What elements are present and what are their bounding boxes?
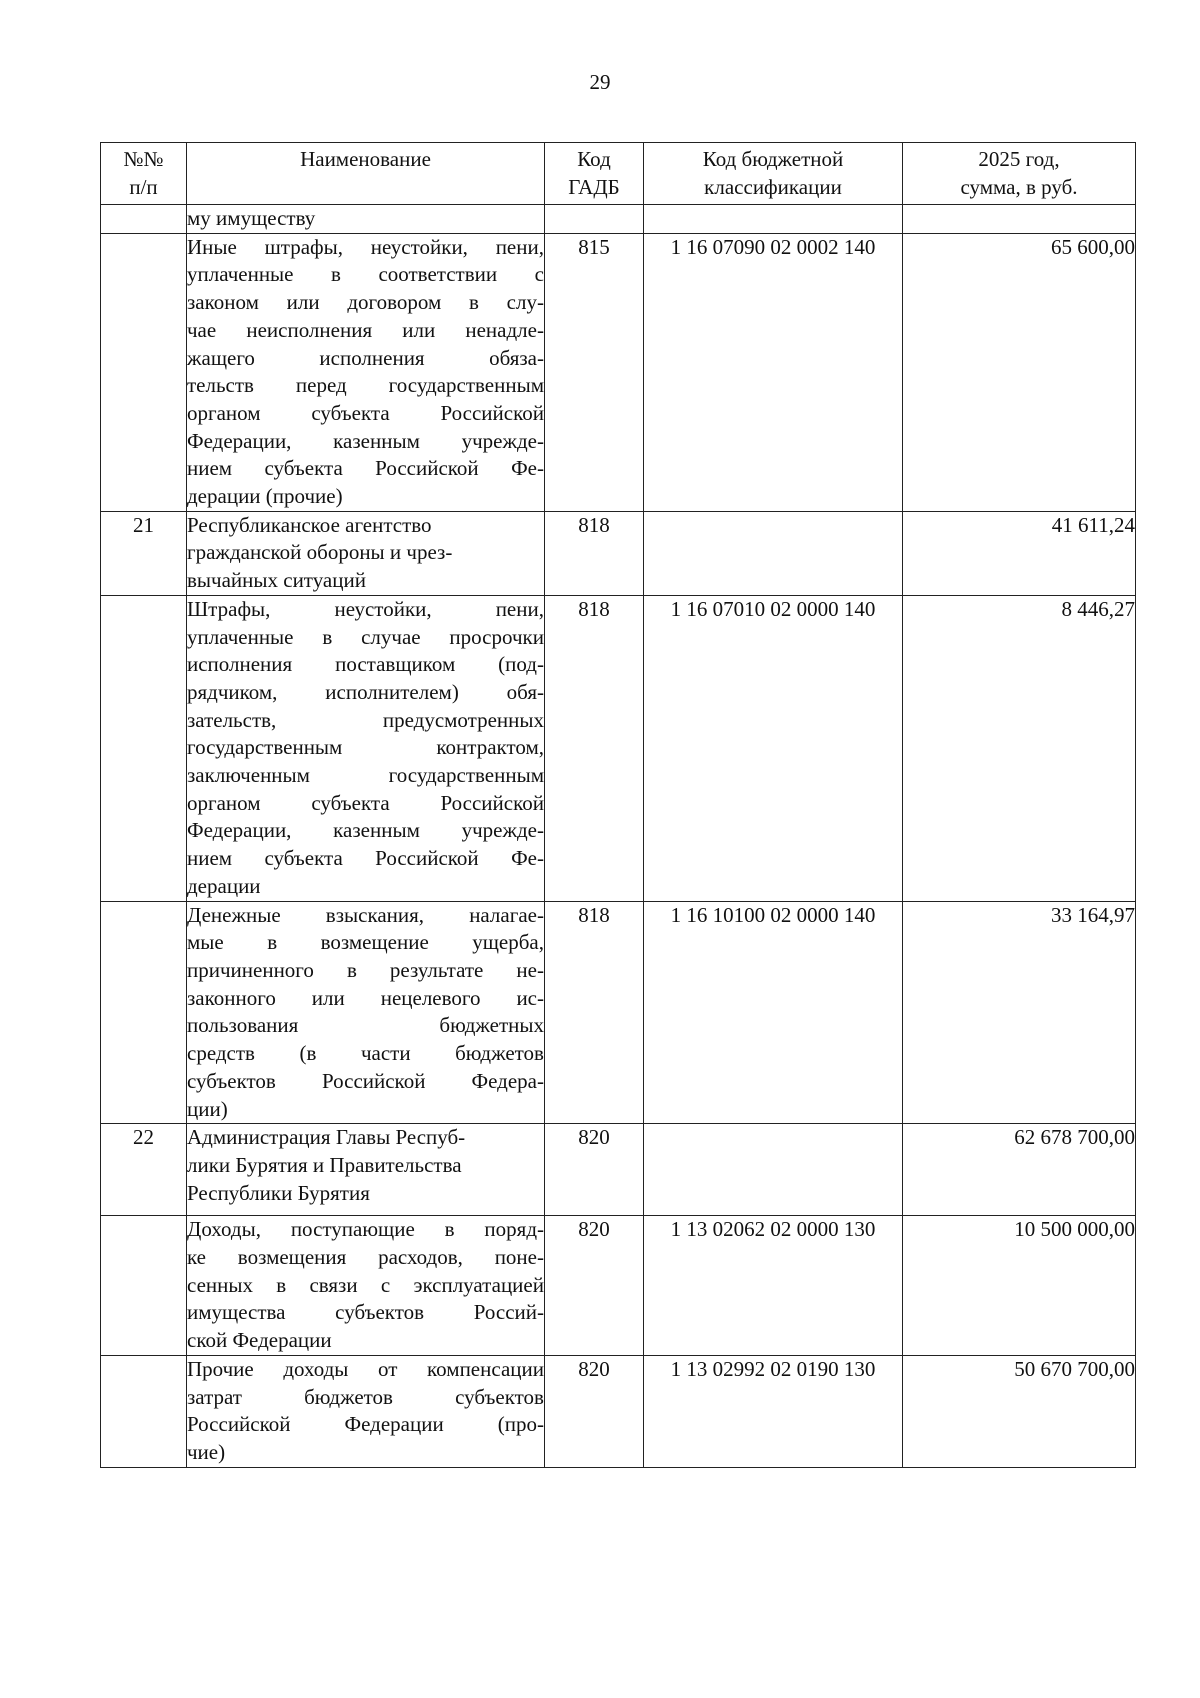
table-row bbox=[101, 205, 1136, 234]
row-kbk-cell: 1 16 07010 02 0000 140 bbox=[644, 595, 903, 901]
row-name-line: жащего исполнения обяза- bbox=[187, 345, 544, 370]
row-sum-cell: 10 500 000,00 bbox=[903, 1216, 1136, 1356]
row-name-line: Российской Федерации (про- bbox=[187, 1412, 544, 1437]
row-name-line: мые в возмещение ущерба, bbox=[187, 930, 544, 955]
row-name-line: Федерации, казенным учрежде- bbox=[187, 818, 544, 843]
row-name-line: пользования бюджетных bbox=[187, 1013, 544, 1038]
budget-table bbox=[100, 142, 1136, 1468]
row-number-cell bbox=[101, 595, 187, 901]
row-name-line: причиненного в результате не- bbox=[187, 957, 544, 982]
row-gadb-cell: 820 bbox=[545, 1355, 644, 1467]
row-name-line: ции) bbox=[187, 1096, 228, 1121]
row-name-line: законом или договором в слу- bbox=[187, 290, 544, 315]
row-name-line: Администрация Главы Респуб- bbox=[187, 1125, 466, 1150]
row-sum-cell: 65 600,00 bbox=[903, 233, 1136, 511]
row-name-line: уплаченные в случае просрочки bbox=[187, 624, 544, 649]
row-name-line: органом субъекта Российской bbox=[187, 400, 544, 425]
row-name-line: имущества субъектов Россий- bbox=[187, 1300, 544, 1325]
table-row bbox=[101, 233, 1136, 511]
row-gadb-cell: 820 bbox=[545, 1124, 644, 1216]
header-kbk-line: Код бюджетной bbox=[702, 147, 844, 171]
table-row bbox=[101, 901, 1136, 1124]
row-name-line: ской Федерации bbox=[187, 1328, 332, 1353]
row-name-line: му имуществу bbox=[187, 206, 316, 230]
row-number-cell bbox=[101, 1216, 187, 1356]
row-name-line: сенных в связи с эксплуатацией bbox=[187, 1272, 544, 1297]
row-gadb-cell: 818 bbox=[545, 901, 644, 1124]
row-gadb-cell: 818 bbox=[545, 511, 644, 595]
row-name-line: дерации bbox=[187, 873, 261, 898]
row-name-line: государственным контрактом, bbox=[187, 735, 544, 760]
row-name-line: Иные штрафы, неустойки, пени, bbox=[187, 234, 544, 259]
row-name-line: исполнения поставщиком (под- bbox=[187, 652, 544, 677]
row-name-line: Денежные взыскания, налагае- bbox=[187, 902, 544, 927]
row-name-line: чие) bbox=[187, 1439, 226, 1464]
table-row bbox=[101, 1124, 1136, 1216]
row-name-line: ке возмещения расходов, поне- bbox=[187, 1245, 544, 1270]
row-kbk-cell bbox=[644, 1124, 903, 1216]
row-name-line: лики Бурятия и Правительства bbox=[187, 1152, 462, 1177]
table-row bbox=[101, 511, 1136, 595]
row-name-cell bbox=[187, 205, 545, 234]
row-sum-cell: 50 670 700,00 bbox=[903, 1355, 1136, 1467]
row-name-line: органом субъекта Российской bbox=[187, 790, 544, 815]
row-number-cell bbox=[101, 901, 187, 1124]
header-kbk-line: классификации bbox=[704, 175, 842, 199]
row-name-line: Федерации, казенным учрежде- bbox=[187, 428, 544, 453]
row-sum-cell: 8 446,27 bbox=[903, 595, 1136, 901]
row-name-cell bbox=[187, 511, 545, 595]
row-name-line: Республиканское агентство bbox=[187, 512, 432, 537]
row-name-cell bbox=[187, 595, 545, 901]
row-name-line: Штрафы, неустойки, пени, bbox=[187, 596, 544, 621]
row-kbk-cell bbox=[644, 205, 903, 234]
row-name-line: гражданской обороны и чрез- bbox=[187, 540, 453, 565]
row-sum-cell: 62 678 700,00 bbox=[903, 1124, 1136, 1216]
row-name-line: Доходы, поступающие в поряд- bbox=[187, 1217, 544, 1242]
row-kbk-cell: 1 13 02992 02 0190 130 bbox=[644, 1355, 903, 1467]
row-gadb-cell: 820 bbox=[545, 1216, 644, 1356]
row-name-line: средств (в части бюджетов bbox=[187, 1041, 544, 1066]
header-sum-line: 2025 год, bbox=[978, 147, 1060, 171]
row-gadb-cell: 818 bbox=[545, 595, 644, 901]
row-name-line: тельств перед государственным bbox=[187, 373, 544, 398]
row-name-cell bbox=[187, 1216, 545, 1356]
header-gadb bbox=[545, 143, 644, 205]
row-name-line: нием субъекта Российской Фе- bbox=[187, 456, 544, 481]
header-sum bbox=[903, 143, 1136, 205]
row-sum-cell bbox=[903, 205, 1136, 234]
row-gadb-cell bbox=[545, 205, 644, 234]
row-name-line: затрат бюджетов субъектов bbox=[187, 1384, 544, 1409]
row-number-cell: 22 bbox=[101, 1124, 187, 1216]
row-name-line: нием субъекта Российской Фе- bbox=[187, 846, 544, 871]
row-kbk-cell bbox=[644, 511, 903, 595]
row-name-line: чае неисполнения или ненадле- bbox=[187, 317, 544, 342]
header-num bbox=[101, 143, 187, 205]
row-name-line: субъектов Российской Федера- bbox=[187, 1068, 544, 1093]
table-row bbox=[101, 1355, 1136, 1467]
row-name-line: дерации (прочие) bbox=[187, 484, 343, 509]
row-name-cell bbox=[187, 901, 545, 1124]
row-kbk-cell: 1 16 10100 02 0000 140 bbox=[644, 901, 903, 1124]
row-name-line: рядчиком, исполнителем) обя- bbox=[187, 679, 544, 704]
row-name-line: уплаченные в соответствии с bbox=[187, 262, 544, 287]
table-header-row bbox=[101, 143, 1136, 205]
table-body bbox=[101, 205, 1136, 1468]
header-gadb-line: ГАДБ bbox=[568, 175, 620, 199]
header-sum-line: сумма, в руб. bbox=[960, 175, 1078, 199]
row-number-cell: 21 bbox=[101, 511, 187, 595]
row-name-line: законного или нецелевого ис- bbox=[187, 985, 544, 1010]
row-gadb-cell: 815 bbox=[545, 233, 644, 511]
row-name-line: заключенным государственным bbox=[187, 763, 544, 788]
header-kbk bbox=[644, 143, 903, 205]
row-name-cell bbox=[187, 1355, 545, 1467]
table-row bbox=[101, 1216, 1136, 1356]
header-num-line: п/п bbox=[129, 175, 158, 199]
row-kbk-cell: 1 16 07090 02 0002 140 bbox=[644, 233, 903, 511]
row-name-line: Прочие доходы от компенсации bbox=[187, 1356, 544, 1381]
table-row bbox=[101, 595, 1136, 901]
row-sum-cell: 33 164,97 bbox=[903, 901, 1136, 1124]
header-gadb-line: Код bbox=[577, 147, 611, 171]
row-name-cell bbox=[187, 233, 545, 511]
row-number-cell bbox=[101, 205, 187, 234]
row-name-line: Республики Бурятия bbox=[187, 1180, 370, 1205]
header-name-line: Наименование bbox=[300, 147, 431, 171]
row-name-line: вычайных ситуаций bbox=[187, 568, 366, 593]
row-sum-cell: 41 611,24 bbox=[903, 511, 1136, 595]
row-number-cell bbox=[101, 1355, 187, 1467]
row-name-cell bbox=[187, 1124, 545, 1216]
row-name-line: зательств, предусмотренных bbox=[187, 707, 544, 732]
row-number-cell bbox=[101, 233, 187, 511]
row-kbk-cell: 1 13 02062 02 0000 130 bbox=[644, 1216, 903, 1356]
header-name bbox=[187, 143, 545, 205]
header-num-line: №№ bbox=[123, 147, 164, 171]
page-number: 29 bbox=[589, 70, 611, 94]
